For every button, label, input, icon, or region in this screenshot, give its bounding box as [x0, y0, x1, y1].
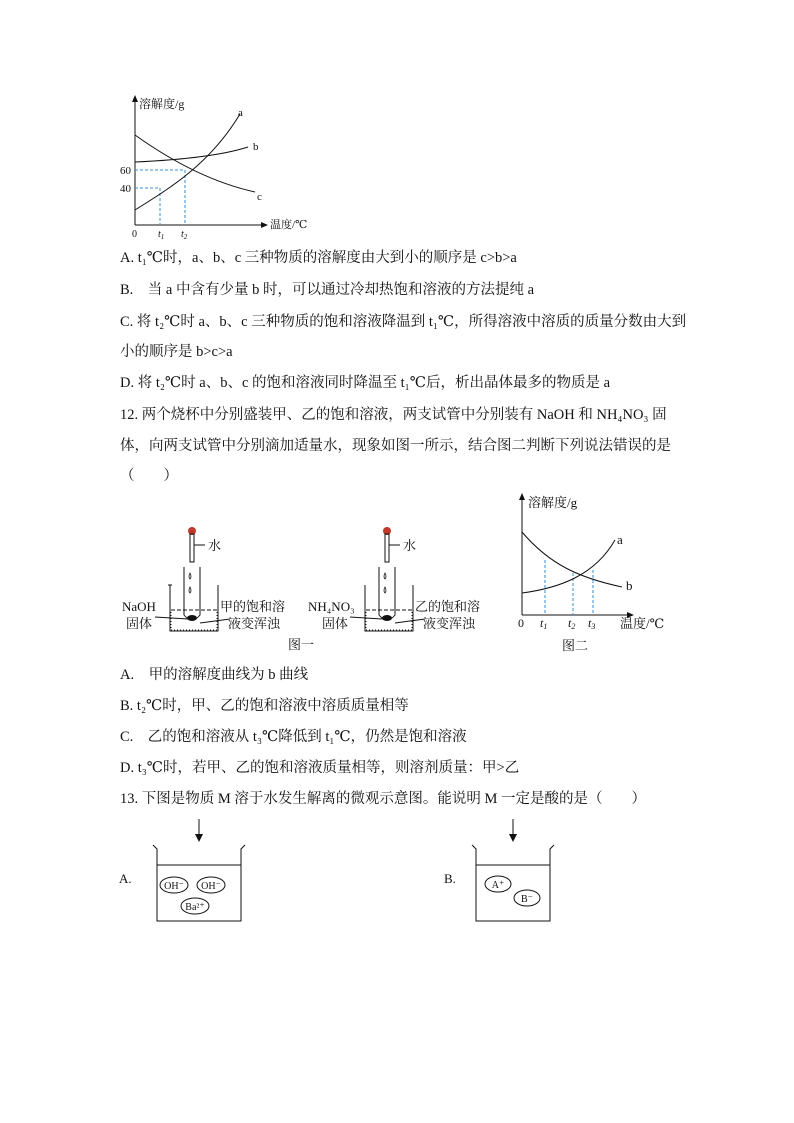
right-water-label: 水: [403, 538, 417, 553]
right-apparatus: [308, 527, 480, 631]
right-beaker-icon: [365, 585, 413, 631]
q13-stem: 13. 下图是物质 M 溶于水发生解离的微观示意图。能说明 M 一定是酸的是（ ）: [120, 791, 647, 807]
g1-curve-a: [135, 114, 240, 210]
left-solid-label-1: NaOH: [122, 599, 156, 614]
q12-option-b: B. t₂℃时，甲、乙的饱和溶液中溶质质量相等: [120, 698, 409, 714]
right-water-drop-2-icon: [384, 587, 386, 593]
q13-b-arrow-icon: [509, 834, 517, 842]
g1-xtick-t2: $t_2$: [181, 229, 188, 241]
right-water-drop-1-icon: [384, 573, 386, 579]
g1-y-arrow: [132, 95, 138, 102]
q11-option-d: D. 将 t₂℃时 a、b、c 的饱和溶液同时降温至 t₁℃后，析出晶体最多的物质是 a: [120, 375, 611, 391]
q12-option-d: D. t₃℃时，若甲、乙的饱和溶液质量相等，则溶剂质量：甲>乙: [120, 760, 520, 776]
q12-stem-line1: 12. 两个烧杯中分别盛装甲、乙的饱和溶液，两支试管中分别装有 NaOH 和 NH₄NO₃ 固: [120, 407, 667, 423]
q12-stem-line2: 体，向两支试管中分别滴加适量水，现象如图一所示，结合图二判断下列说法错误的是: [120, 438, 671, 454]
g1-curve-b: [135, 147, 248, 162]
q13-a-ion-oh-2-label: OH⁻: [201, 881, 221, 892]
left-test-tube-icon: [184, 567, 200, 620]
g2-curve-b: [522, 532, 622, 587]
g1-xtick-t1: $t_1$: [158, 229, 165, 241]
left-solid-icon: [187, 615, 197, 621]
q13-option-a-figure: [115, 815, 255, 932]
g2-curve-a: [522, 540, 615, 593]
left-solution-label-1: 甲的饱和溶: [220, 599, 286, 614]
q13-a-ion-oh-1-label: OH⁻: [164, 881, 184, 892]
g2-label-a: a: [617, 532, 623, 547]
solubility-graph-1: [110, 92, 308, 247]
g2-xtick-t1: t1: [540, 616, 548, 631]
g1-curve-c: [135, 135, 255, 192]
g2-ylabel: 溶解度/g: [528, 495, 578, 510]
g2-xtick-t2: t2: [568, 616, 576, 631]
left-solution-label-2: 液变浑浊: [228, 616, 281, 631]
g1-ytick-60: 60: [120, 165, 131, 177]
q12-figure-1: [110, 515, 510, 660]
right-dropper-icon: [385, 534, 389, 562]
g1-x-arrow: [261, 222, 268, 228]
right-solid-label-2: 固体: [322, 616, 349, 631]
g1-ylabel: 溶解度/g: [139, 97, 185, 111]
g2-label-b: b: [626, 578, 633, 593]
left-water-drop-2-icon: [189, 587, 191, 593]
left-solid-label-2: 固体: [126, 616, 153, 631]
g2-y-arrow: [519, 493, 525, 500]
q11-option-a: A. t₁℃时，a、b、c 三种物质的溶解度由大到小的顺序是 c>b>a: [120, 250, 517, 266]
left-water-label: 水: [208, 538, 222, 553]
g1-label-b: b: [253, 141, 259, 153]
right-test-tube-icon: [379, 567, 395, 620]
g1-ytick-40: 40: [120, 183, 131, 195]
figure-1-caption: 图一: [288, 637, 315, 652]
q13-option-b-figure: [438, 815, 568, 932]
q12-option-c: C. 乙的饱和溶液从 t₃℃降低到 t₁℃，仍然是饱和溶液: [120, 729, 467, 745]
q11-option-c-line1: C. 将 t₂℃时 a、b、c 三种物质的饱和溶液降温到 t₁℃，所得溶液中溶质的质量分数由大到: [120, 314, 687, 330]
q13-b-beaker-icon: [472, 845, 554, 921]
left-solution-leader: [200, 619, 230, 623]
right-solution-leader: [395, 619, 425, 623]
g2-origin: 0: [518, 616, 524, 630]
figure-2-caption: 图二: [562, 638, 589, 653]
q11-option-b: B. 当 a 中含有少量 b 时，可以通过冷却热饱和溶液的方法提纯 a: [120, 282, 535, 298]
q11-option-c-line2: 小的顺序是 b>c>a: [120, 344, 233, 360]
g1-label-c: c: [257, 191, 262, 203]
g2-xlabel: 温度/℃: [620, 616, 665, 631]
left-water-drop-1-icon: [189, 573, 191, 579]
q13-a-arrow-icon: [195, 834, 203, 842]
g1-origin: 0: [132, 229, 137, 240]
g1-label-a: a: [238, 107, 243, 119]
q13-b-ion-b-label: B⁻: [521, 894, 533, 905]
q13-a-ion-ba-label: Ba²⁺: [185, 902, 205, 913]
q12-stem-line3: （ ）: [120, 468, 178, 484]
right-solution-label-2: 液变浑浊: [423, 616, 476, 631]
q13-b-ion-a-label: A⁺: [491, 880, 505, 891]
left-beaker-icon: [170, 585, 218, 631]
right-solid-icon: [382, 615, 392, 621]
q13-option-a-label: A.: [119, 871, 132, 886]
right-solid-label-1: NH₄NO₃: [308, 599, 355, 614]
left-apparatus: [122, 527, 285, 631]
q12-figure-2: [510, 490, 680, 660]
right-solution-label-1: 乙的饱和溶: [415, 599, 481, 614]
g1-xlabel: 温度/℃: [270, 219, 308, 231]
g2-xtick-t3: t3: [588, 616, 596, 631]
left-dropper-icon: [190, 534, 194, 562]
q12-option-a: A. 甲的溶解度曲线为 b 曲线: [120, 667, 309, 683]
q13-option-b-label: B.: [444, 871, 456, 886]
